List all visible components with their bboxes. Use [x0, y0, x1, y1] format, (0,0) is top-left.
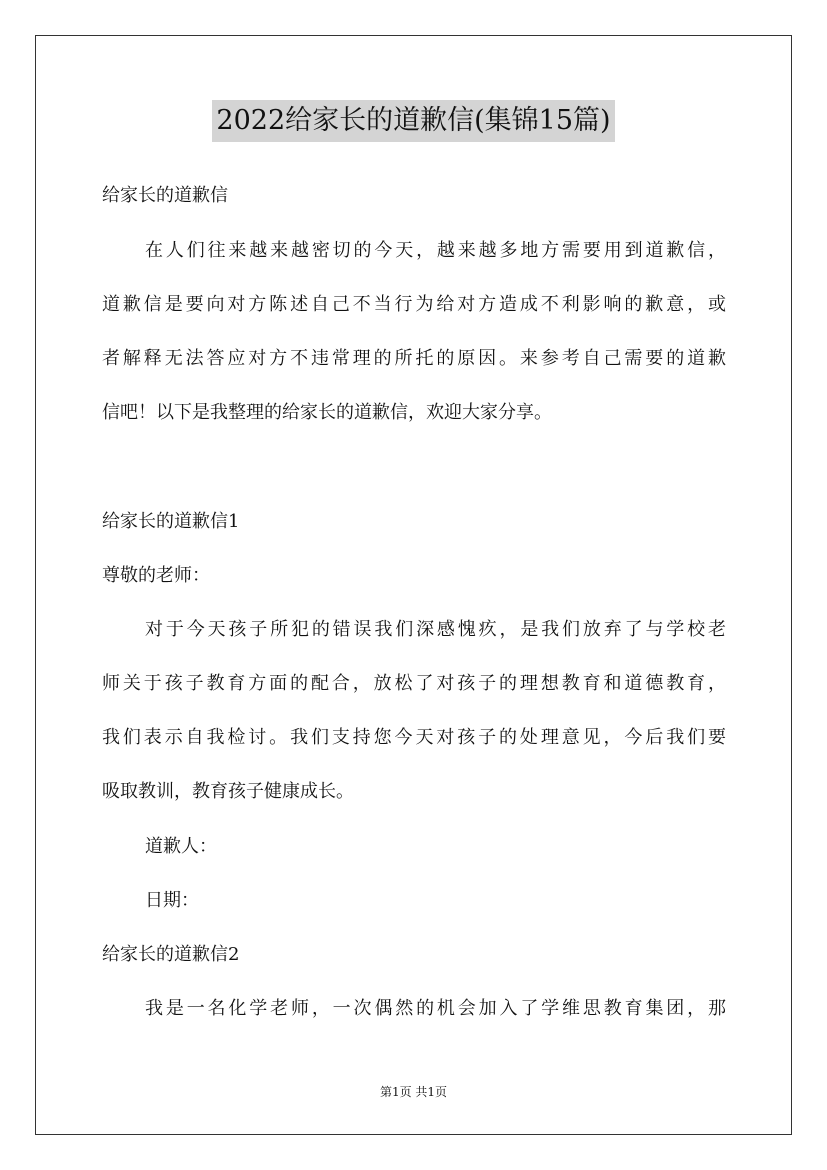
letter1-paragraph-line: 我们表示自我检讨。我们支持您今天对孩子的处理意见，今后我们要 [102, 727, 726, 748]
letter1-heading: 给家长的道歉信1 [102, 511, 240, 532]
letter1-salutation: 尊敬的老师： [102, 565, 210, 586]
letter1-paragraph-line: 吸取教训，教育孩子健康成长。 [102, 781, 354, 802]
letter1-signer: 道歉人： [145, 836, 217, 857]
document-title: 2022给家长的道歉信(集锦15篇) [212, 100, 614, 142]
letter1-paragraph-line: 对于今天孩子所犯的错误我们深感愧疚，是我们放弃了与学校老 [145, 619, 726, 640]
intro-paragraph-line: 道歉信是要向对方陈述自己不当行为给对方造成不利影响的歉意，或 [102, 294, 726, 315]
intro-heading: 给家长的道歉信 [102, 185, 228, 206]
intro-paragraph-line: 者解释无法答应对方不违常理的所托的原因。来参考自己需要的道歉 [102, 348, 726, 369]
letter2-heading: 给家长的道歉信2 [102, 944, 240, 965]
title-container [0, 100, 827, 142]
page-footer: 第1页 共1页 [379, 1085, 448, 1099]
letter2-paragraph-line: 我是一名化学老师，一次偶然的机会加入了学维思教育集团，那 [145, 998, 726, 1019]
letter1-date: 日期： [145, 890, 199, 911]
intro-paragraph-line: 信吧！以下是我整理的给家长的道歉信，欢迎大家分享。 [102, 402, 552, 423]
intro-paragraph-line: 在人们往来越来越密切的今天，越来越多地方需要用到道歉信， [145, 240, 726, 261]
letter1-paragraph-line: 师关于孩子教育方面的配合，放松了对孩子的理想教育和道德教育， [102, 673, 726, 694]
